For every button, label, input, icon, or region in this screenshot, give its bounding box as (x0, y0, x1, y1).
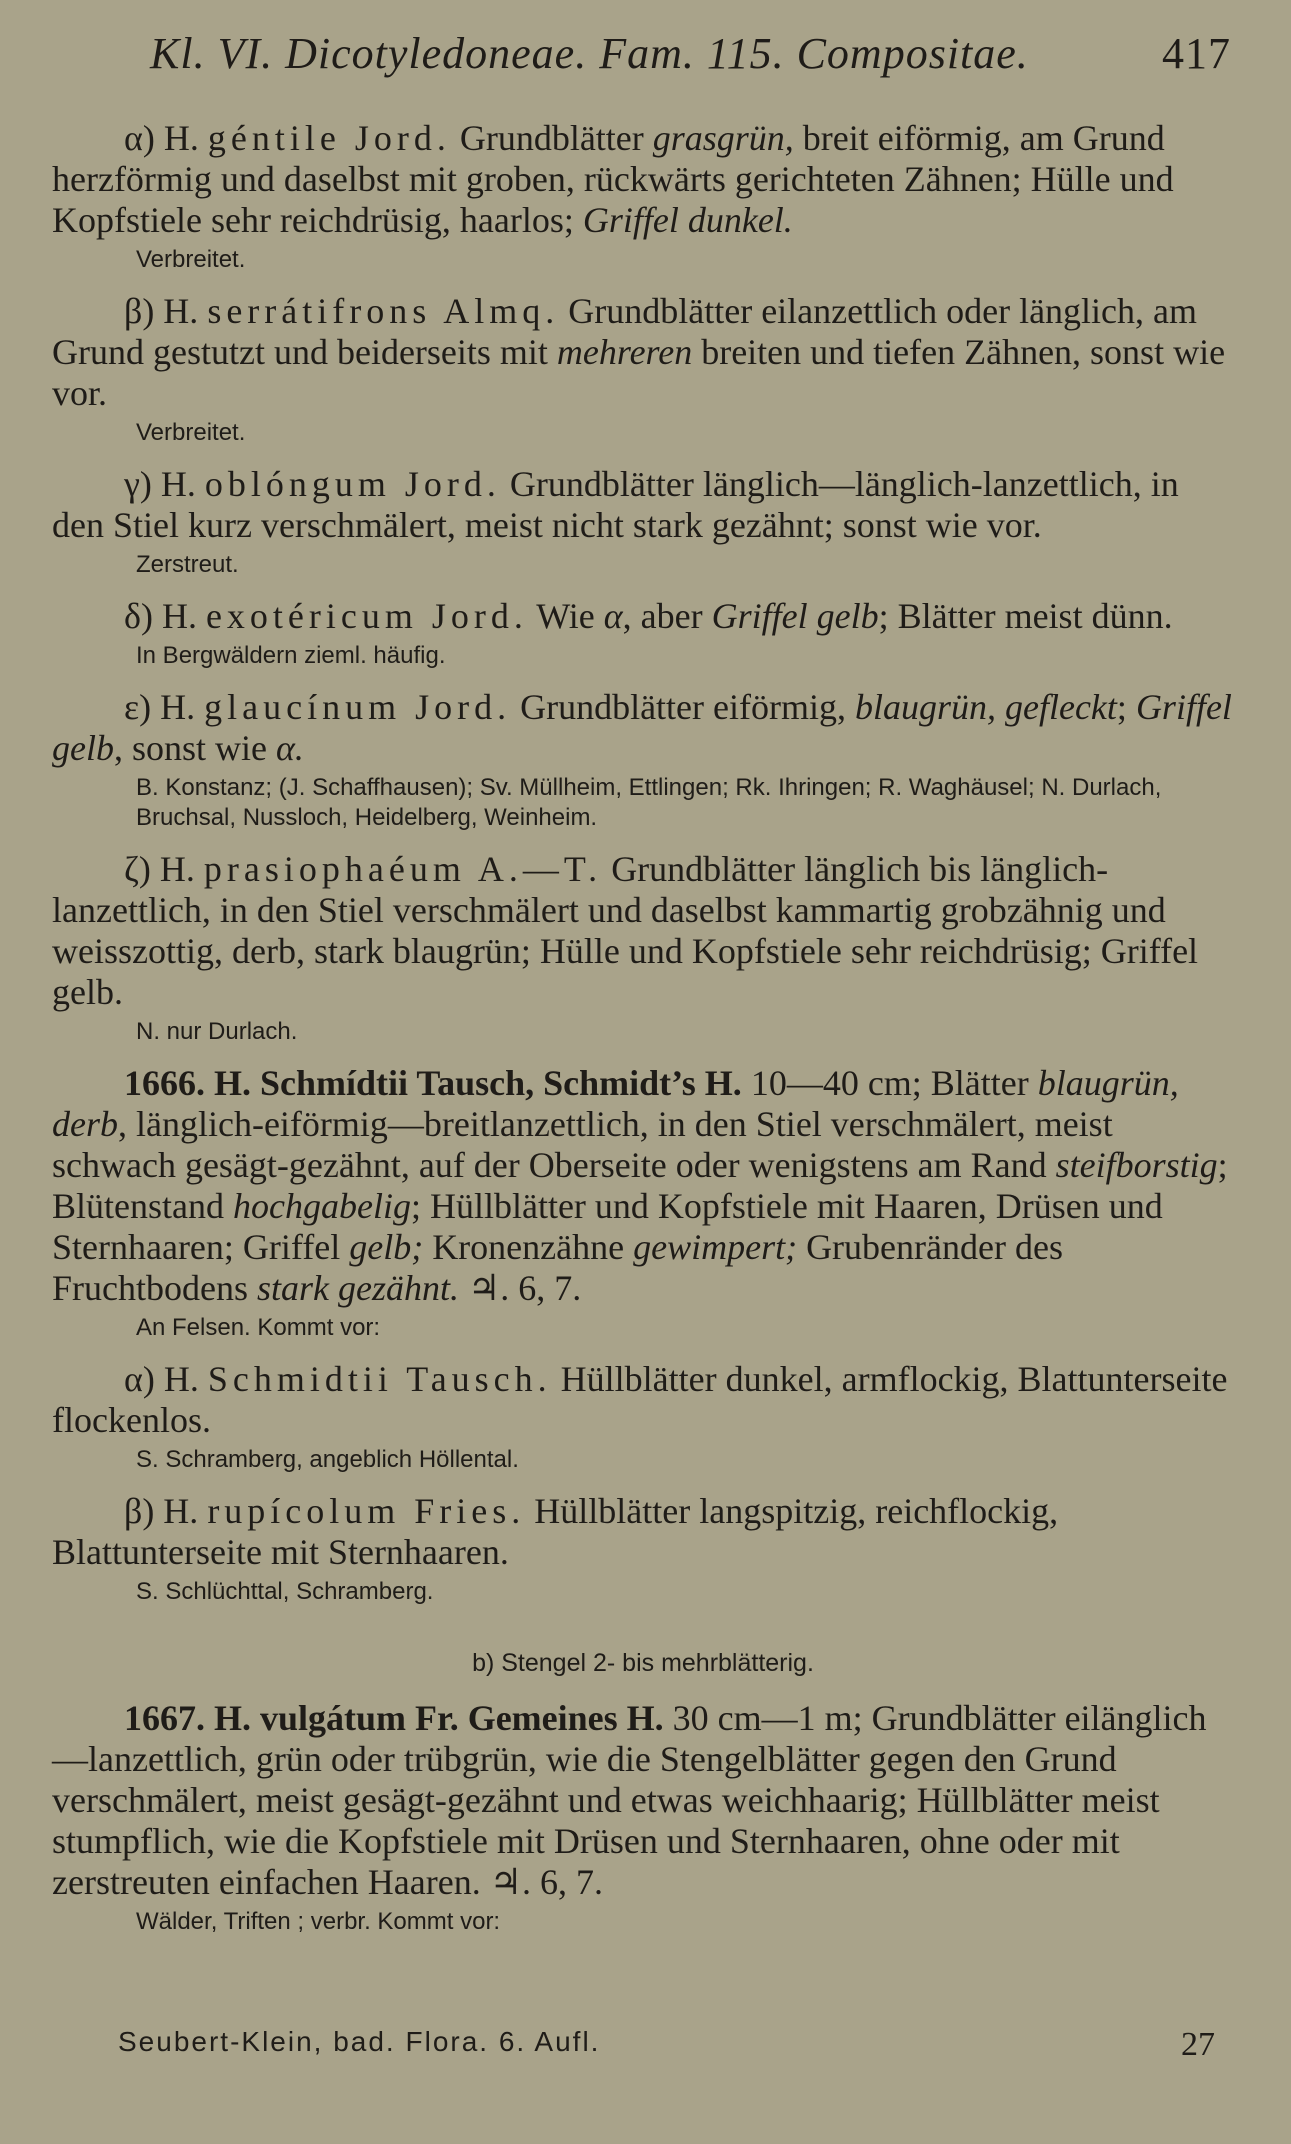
running-head (150, 28, 1231, 79)
taxon-name: géntile Jord. (207, 118, 451, 158)
entry-text: ζ) H. (124, 849, 204, 889)
variety-entry (52, 464, 1234, 546)
taxon-name: glaucínum Jord. (204, 687, 512, 727)
taxon-name: oblóngum Jord. (204, 464, 501, 504)
entry-text: blaugrün, derb (52, 1063, 1179, 1144)
entry-text: steifborstig (1055, 1145, 1218, 1185)
variety-entry (52, 118, 1234, 241)
distribution-note: An Felsen. Kommt vor: (136, 1314, 381, 1341)
page-number: 417 (1162, 29, 1231, 78)
entry-text: α) H. (124, 118, 208, 158)
signature-line: Seubert-Klein, bad. Flora. 6. Aufl. (118, 2026, 601, 2057)
entry-text: α (603, 596, 623, 636)
variety-entry (52, 1359, 1234, 1441)
variety-entry (52, 849, 1234, 1013)
entry-text: 30 cm—1 m; Grundblätter eilänglich—lanzettlich, grün oder trübgrün, wie die Stengelblätter gegen den Grund verschmälert, meist gesägt-gezähnt und etwas weichhaarig; Hüllblätter meist stumpflich, wie die Kopfstiele mit Drüsen und Sternhaaren, ohne oder mit zerstreuten einfachen Haaren. ♃. 6, 7. (52, 1698, 1207, 1902)
taxon-name: 1666. H. Schmídtii Tausch, Schmidt’s H. (124, 1063, 742, 1103)
entry-text: Grundblätter (450, 118, 653, 158)
entry-text: Hüllblätter langspitzig, reichflockig, Blattunterseite mit Sternhaaren. (52, 1491, 1059, 1572)
entry-text: δ) H. (124, 596, 206, 636)
entry-text: gewimpert; (633, 1227, 798, 1267)
entry-text: , sonst wie (113, 728, 276, 768)
variety-entry (52, 1491, 1234, 1573)
spacer (52, 275, 1234, 291)
distribution-note: Verbreitet. (136, 246, 246, 273)
distribution-note: Verbreitet. (136, 419, 246, 446)
taxon-name: Schmidtii Tausch. (207, 1359, 552, 1399)
entry-text: ♃. 6, 7. (458, 1268, 582, 1308)
spacer (52, 1607, 1234, 1623)
species-entry (52, 1698, 1234, 1903)
variety-entry (52, 596, 1234, 637)
spacer (52, 448, 1234, 464)
spacer (52, 1475, 1234, 1491)
entry-text: γ) H. (124, 464, 205, 504)
distribution-note: In Bergwäldern zieml. häufig. (136, 642, 446, 669)
section-subheading: b) Stengel 2- bis mehrblätterig. (472, 1649, 814, 1677)
entry-text: breiten und tiefen Zähnen, sonst wie vor. (52, 332, 1226, 413)
entry-text: Grubenränder des Fruchtbodens (52, 1227, 1063, 1308)
entry-text: , aber (622, 596, 712, 636)
variety-entry (52, 291, 1234, 414)
distribution-note: Wälder, Triften ; verbr. Kommt vor: (136, 1908, 501, 1935)
entry-text: stark gezähnt. (256, 1268, 459, 1308)
entry-text: Grundblätter länglich—länglich-lanzettlich, in den Stiel kurz verschmälert, meist nicht stark gezähnt; sonst wie vor. (52, 464, 1179, 545)
species-entry (52, 1063, 1234, 1309)
spacer (52, 1047, 1234, 1063)
distribution-note: S. Schramberg, angeblich Höllental. (136, 1446, 519, 1473)
entry-text: Grundblätter eiförmig, (511, 687, 855, 727)
spacer (52, 580, 1234, 596)
entry-text: Grundblätter länglich bis länglich-lanzettlich, in den Stiel verschmälert und daselbst kammartig grobzähnig und weisszottig, derb, stark blaugrün; Hülle und Kopfstiele sehr reichdrüsig; Griffel gelb. (52, 849, 1199, 1012)
spacer (52, 671, 1234, 687)
running-title: Kl. VI. Dicotyledoneae. Fam. 115. Compositae. (150, 29, 1029, 78)
entry-text: Kronenzähne (423, 1227, 634, 1267)
entry-text: ; (1116, 687, 1136, 727)
entry-text: hochgabelig (232, 1186, 411, 1226)
main-text (52, 118, 1234, 1953)
entry-text: Griffel dunkel. (582, 200, 793, 240)
taxon-name: prasiophaéum A.—T. (203, 849, 603, 889)
taxon-name: 1667. H. vulgátum Fr. Gemeines H. (124, 1698, 664, 1738)
entry-text: blaugrün, gefleckt (854, 687, 1117, 727)
entry-text: Griffel gelb (52, 687, 1232, 768)
spacer (52, 1937, 1234, 1953)
spacer (52, 833, 1234, 849)
signature-number: 27 (1181, 2026, 1215, 2063)
page-footer (118, 2026, 1215, 2064)
entry-text: β) H. (124, 291, 208, 331)
entry-text: ; Blätter meist dünn. (878, 596, 1173, 636)
entry-text: ε) H. (124, 687, 205, 727)
entry-text: grasgrün, (652, 118, 794, 158)
taxon-name: serrátifrons Almq. (207, 291, 560, 331)
entry-text: β) H. (124, 1491, 208, 1531)
spacer (52, 1343, 1234, 1359)
entry-text: Grundblätter eilanzettlich oder länglich, am Grund gestutzt und beiderseits mit (52, 291, 1198, 372)
entry-text: , länglich-eiförmig—breitlanzettlich, in den Stiel verschmälert, meist schwach gesägt-gezähnt, auf der Oberseite oder wenigstens am Rand (52, 1104, 1113, 1185)
variety-entry (52, 687, 1234, 769)
entry-text: Griffel gelb (711, 596, 879, 636)
distribution-note: N. nur Durlach. (136, 1018, 298, 1045)
entry-text: 10—40 cm; Blätter (741, 1063, 1038, 1103)
distribution-note: Zerstreut. (136, 551, 239, 578)
entry-text: α. (275, 728, 304, 768)
entry-text: gelb; (349, 1227, 424, 1267)
entry-text: mehreren (556, 332, 693, 372)
entry-text: ; Hüllblätter und Kopfstiele mit Haaren, Drüsen und Sternhaaren; Griffel (52, 1186, 1163, 1267)
taxon-name: exotéricum Jord. (205, 596, 528, 636)
distribution-note: B. Konstanz; (J. Schaffhausen); Sv. Müllheim, Ettlingen; Rk. Ihringen; R. Waghäusel; N. Durlach, Bruchsal, Nussloch, Heidelberg, Weinheim. (136, 774, 1162, 831)
entry-text: breit eiförmig, am Grund herzförmig und daselbst mit groben, rückwärts gerichteten Zähnen; Hülle und Kopfstiele sehr reichdrüsig, haarlos; (52, 118, 1174, 240)
entry-text: α) H. (124, 1359, 208, 1399)
entry-text: Wie (527, 596, 604, 636)
entry-text: Hüllblätter dunkel, armflockig, Blattunterseite flockenlos. (52, 1359, 1228, 1440)
entry-text: ; Blütenstand (52, 1145, 1228, 1226)
taxon-name: rupícolum Fries. (207, 1491, 526, 1531)
distribution-note: S. Schlüchttal, Schramberg. (136, 1578, 434, 1605)
